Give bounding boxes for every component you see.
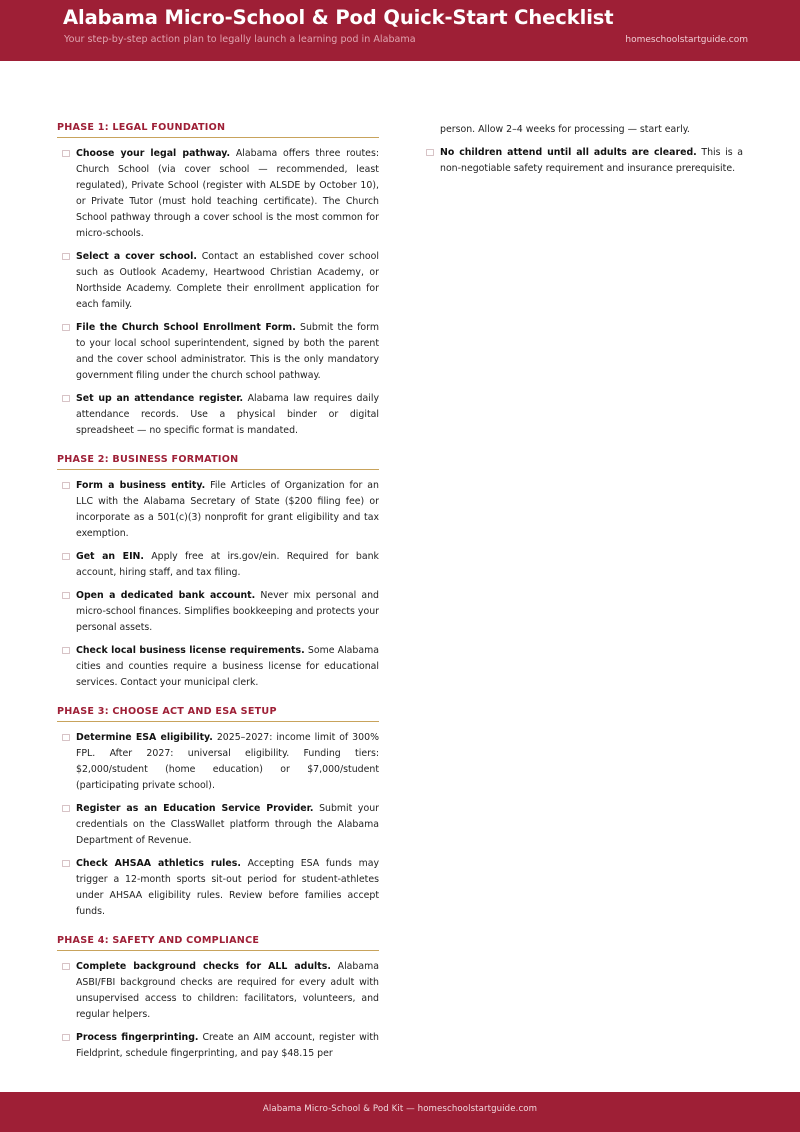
footer-text: Alabama Micro-School & Pod Kit — homeschoolstartguide.com [262, 1104, 538, 1114]
phase-heading: PHASE 2: BUSINESS FORMATION [57, 454, 239, 465]
checklist-item[interactable] [57, 856, 379, 920]
page-subtitle: Your step-by-step action plan to legally launch a learning pod in Alabama [64, 34, 416, 45]
checklist-item-label: Check local business license requirements. [76, 645, 305, 656]
phase-divider [57, 950, 379, 951]
phase-section [57, 454, 379, 691]
right-column [421, 122, 743, 177]
checklist-item-text: Accepting ESA funds may trigger a 12-month sports sit-out period for student-athletes under AHSAA eligibility rules. Review before families accept funds. [76, 858, 379, 917]
checkbox-icon[interactable] [62, 150, 70, 158]
checklist-item-text: Alabama law requires daily attendance records. Use a physical binder or digital spreadsheet — no specific format is mandated. [76, 393, 379, 436]
checklist-item[interactable] [57, 146, 379, 242]
checklist-item[interactable] [57, 588, 379, 636]
checklist-item-text: 2025–2027: income limit of 300% FPL. After 2027: universal eligibility. Funding tiers: $2,000/student (home education) or $7,000/student (participating private school). [76, 732, 379, 791]
checkbox-icon[interactable] [62, 253, 70, 261]
left-column [57, 122, 379, 1062]
checklist-item[interactable] [57, 801, 379, 849]
checklist-item[interactable] [57, 249, 379, 313]
phase-divider [57, 137, 379, 138]
checklist-item-label: Process fingerprinting. [76, 1032, 199, 1043]
phase-heading: PHASE 1: LEGAL FOUNDATION [57, 122, 226, 133]
checklist-item-label: Register as an Education Service Provider. [76, 803, 314, 814]
checkbox-icon[interactable] [62, 734, 70, 742]
checklist-item-label: File the Church School Enrollment Form. [76, 322, 296, 333]
checklist-item[interactable] [57, 959, 379, 1023]
phase-divider [57, 721, 379, 722]
checklist-item-text: Alabama offers three routes: Church School (via cover school — recommended, least regulated), Private School (register with ALSDE by October 10), or Private Tutor (must hold teaching certificate). The Church School pathway through a cover school is the most common for micro-schools. [76, 148, 379, 239]
checklist-item-label: Complete background checks for ALL adults. [76, 961, 331, 972]
checklist-item[interactable] [57, 1030, 379, 1062]
checklist-item-label: No children attend until all adults are cleared. [440, 147, 697, 158]
checklist-item-label: Choose your legal pathway. [76, 148, 231, 159]
phase-spacer [57, 691, 379, 706]
checkbox-icon[interactable] [62, 963, 70, 971]
phase-spacer [57, 439, 379, 454]
page-title: Alabama Micro-School & Pod Quick-Start Checklist [63, 6, 614, 29]
checklist-item[interactable] [57, 730, 379, 794]
phase-section [57, 706, 379, 920]
phase-heading: PHASE 4: SAFETY AND COMPLIANCE [57, 935, 260, 946]
phase-spacer [57, 920, 379, 935]
checklist-item-text: Some Alabama cities and counties require a business license for educational services. Contact your municipal clerk. [76, 645, 379, 688]
checklist-item-text: Submit the form to your local school superintendent, signed by both the parent and the cover school administrator. This is the only mandatory government filing under the church school pathway. [76, 322, 379, 381]
checkbox-icon[interactable] [62, 860, 70, 868]
phase-section [57, 122, 379, 439]
page-footer [0, 1092, 800, 1132]
phase-heading: PHASE 3: CHOOSE ACT AND ESA SETUP [57, 706, 277, 717]
checklist-item-text: Create an AIM account, register with Fieldprint, schedule fingerprinting, and pay $48.15 per [76, 1032, 379, 1059]
page-header [0, 0, 800, 61]
checklist-item-text: Apply free at irs.gov/ein. Required for bank account, hiring staff, and tax filing. [76, 551, 379, 578]
checklist-item-label: Open a dedicated bank account. [76, 590, 256, 601]
checklist-item-text: Submit your credentials on the ClassWallet platform through the Alabama Department of Revenue. [76, 803, 380, 846]
checklist-item-text: Alabama ASBI/FBI background checks are required for every adult with unsupervised access to children: facilitators, volunteers, and regular helpers. [76, 961, 379, 1020]
checklist-item-text: Never mix personal and micro-school finances. Simplifies bookkeeping and protects your personal assets. [76, 590, 379, 633]
phase-section [57, 935, 379, 1062]
header-website-url: homeschoolstartguide.com [625, 35, 748, 45]
checklist-item[interactable] [57, 643, 379, 691]
checklist-item[interactable] [421, 145, 743, 177]
checklist-item-text: This is a non-negotiable safety requirement and insurance prerequisite. [440, 147, 743, 174]
checklist-item-text: Contact an established cover school such as Outlook Academy, Heartwood Christian Academy, or Northside Academy. Complete their enrollment application for each family. [76, 251, 379, 310]
checkbox-icon[interactable] [62, 395, 70, 403]
checkbox-icon[interactable] [62, 482, 70, 490]
checkbox-icon[interactable] [426, 149, 434, 157]
phase-divider [57, 469, 379, 470]
checklist-item[interactable] [57, 391, 379, 439]
checklist-item-label: Select a cover school. [76, 251, 197, 262]
checklist-item[interactable] [57, 320, 379, 384]
checklist-item-label: Form a business entity. [76, 480, 206, 491]
checklist-item-text: File Articles of Organization for an LLC with the Alabama Secretary of State ($200 filing fee) or incorporate as a 501(c)(3) nonprofit for grant eligibility and tax exemption. [76, 480, 379, 539]
continuation-text: person. Allow 2–4 weeks for processing — start early. [440, 124, 690, 135]
checkbox-icon[interactable] [62, 805, 70, 813]
continuation-paragraph [421, 122, 743, 138]
checkbox-icon[interactable] [62, 647, 70, 655]
checklist-item[interactable] [57, 549, 379, 581]
checkbox-icon[interactable] [62, 1034, 70, 1042]
checkbox-icon[interactable] [62, 592, 70, 600]
checkbox-icon[interactable] [62, 553, 70, 561]
checkbox-icon[interactable] [62, 324, 70, 332]
checklist-item-label: Get an EIN. [76, 551, 144, 562]
checklist-item[interactable] [57, 478, 379, 542]
checklist-item-label: Determine ESA eligibility. [76, 732, 213, 743]
checklist-item-label: Set up an attendance register. [76, 393, 244, 404]
checklist-item-label: Check AHSAA athletics rules. [76, 858, 241, 869]
